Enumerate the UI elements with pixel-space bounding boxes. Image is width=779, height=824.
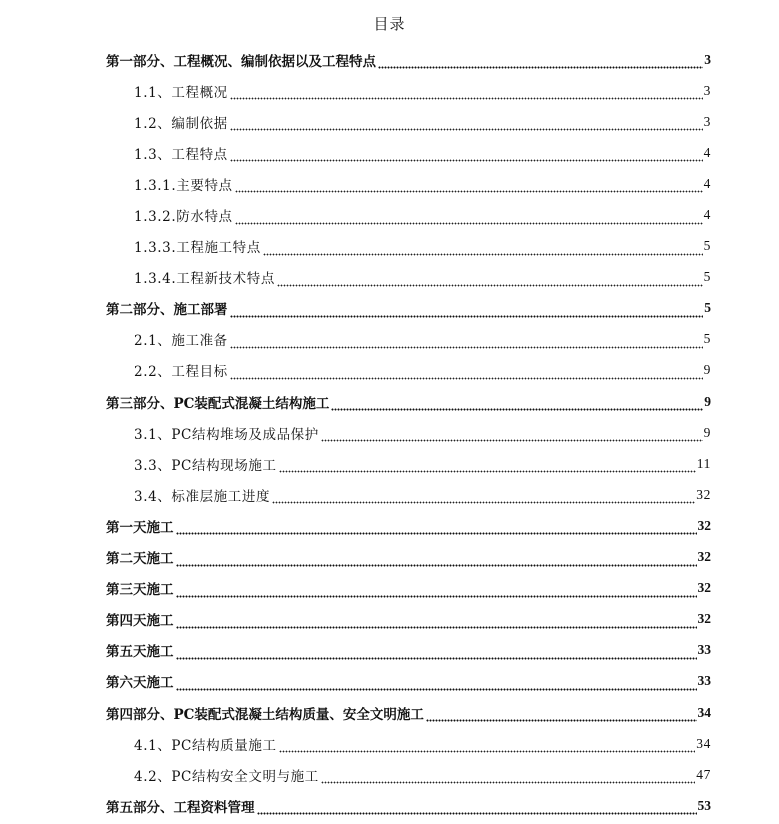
toc-page-number: 3 <box>704 51 711 67</box>
toc-page-number: 3 <box>703 82 711 98</box>
toc-dot-leader <box>321 429 703 442</box>
toc-section-entry[interactable] <box>0 44 779 75</box>
toc-subsection-entry[interactable] <box>0 728 779 759</box>
toc-dot-leader <box>257 802 697 815</box>
toc-page-number: 5 <box>703 269 711 285</box>
toc-section-entry[interactable] <box>0 573 779 604</box>
toc-dot-leader <box>230 367 703 380</box>
toc-subsection-entry[interactable] <box>0 417 779 448</box>
toc-section-entry[interactable] <box>0 635 779 666</box>
toc-subsection-entry[interactable] <box>0 199 779 230</box>
toc-subsection-entry[interactable] <box>0 262 779 293</box>
toc-page-number: 32 <box>697 580 711 596</box>
toc-entry-title: 4.1、PC结构质量施工 <box>134 737 277 754</box>
toc-subsection-entry[interactable] <box>0 759 779 790</box>
toc-section-entry[interactable] <box>0 510 779 541</box>
toc-entry-title: 1.1、工程概况 <box>134 84 228 101</box>
toc-page-number: 47 <box>696 766 711 782</box>
toc-page-number: 34 <box>696 735 711 751</box>
toc-section-entry[interactable] <box>0 542 779 573</box>
toc-entry-title: 1.3、工程特点 <box>134 146 228 163</box>
toc-dot-leader <box>235 180 703 193</box>
toc-page-number: 5 <box>704 300 711 316</box>
toc-entry-title: 第四部分、PC装配式混凝土结构质量、安全文明施工 <box>106 706 424 723</box>
toc-entry-title: 3.4、标准层施工进度 <box>134 488 271 505</box>
toc-section-entry[interactable] <box>0 386 779 417</box>
toc-dot-leader <box>426 709 697 722</box>
toc-entry-title: 3.3、PC结构现场施工 <box>134 457 277 474</box>
toc-subsection-entry[interactable] <box>0 75 779 106</box>
toc-dot-leader <box>378 56 703 69</box>
toc-dot-leader <box>321 771 695 784</box>
toc-dot-leader <box>176 585 697 598</box>
toc-dot-leader <box>277 274 703 287</box>
toc-page-number: 33 <box>697 642 711 658</box>
toc-entry-title: 1.3.1.主要特点 <box>134 177 233 194</box>
toc-entry-title: 第三部分、PC装配式混凝土结构施工 <box>106 395 330 412</box>
toc-dot-leader <box>230 336 703 349</box>
toc-entry-title: 第五部分、工程资料管理 <box>106 799 255 816</box>
toc-section-entry[interactable] <box>0 604 779 635</box>
toc-page-number: 9 <box>703 362 711 378</box>
toc-page-number: 5 <box>703 238 711 254</box>
toc-dot-leader <box>279 740 696 753</box>
toc-dot-leader <box>331 398 703 411</box>
toc-subsection-entry[interactable] <box>0 168 779 199</box>
toc-page-number: 32 <box>696 486 711 502</box>
toc-dot-leader <box>176 678 697 691</box>
toc-entry-title: 第一天施工 <box>106 519 174 536</box>
toc-subsection-entry[interactable] <box>0 448 779 479</box>
toc-dot-leader <box>272 491 695 504</box>
toc-dot-leader <box>176 554 697 567</box>
toc-page-number: 9 <box>703 424 711 440</box>
toc-dot-leader <box>230 149 703 162</box>
toc-page-number: 34 <box>697 704 711 720</box>
toc-entry-title: 第二部分、施工部署 <box>106 302 228 319</box>
toc-page-number: 9 <box>704 393 711 409</box>
toc-dot-leader <box>230 118 703 131</box>
toc-title: 目录 <box>373 15 406 33</box>
toc-section-entry[interactable] <box>0 790 779 821</box>
toc-section-entry[interactable] <box>0 666 779 697</box>
toc-entry-title: 第五天施工 <box>106 644 174 661</box>
toc-entry-title: 4.2、PC结构安全文明与施工 <box>134 768 319 785</box>
toc-entry-title: 第一部分、工程概况、编制依据以及工程特点 <box>106 53 376 70</box>
toc-page-number: 33 <box>697 673 711 689</box>
toc-subsection-entry[interactable] <box>0 324 779 355</box>
toc-entry-title: 1.3.3.工程施工特点 <box>134 240 261 257</box>
toc-entry-title: 1.3.4.工程新技术特点 <box>134 271 275 288</box>
toc-page-number: 53 <box>697 797 711 813</box>
toc-page-number: 32 <box>697 611 711 627</box>
toc-entry-title: 1.2、编制依据 <box>134 115 228 132</box>
toc-dot-leader <box>235 212 703 225</box>
table-of-contents <box>0 44 779 821</box>
toc-section-entry[interactable] <box>0 293 779 324</box>
toc-dot-leader <box>176 616 697 629</box>
toc-page-number: 5 <box>703 331 711 347</box>
toc-dot-leader <box>263 243 703 256</box>
toc-entry-title: 第三天施工 <box>106 582 174 599</box>
toc-subsection-entry[interactable] <box>0 355 779 386</box>
toc-subsection-entry[interactable] <box>0 137 779 168</box>
toc-page-number: 32 <box>697 517 711 533</box>
toc-subsection-entry[interactable] <box>0 106 779 137</box>
toc-section-entry[interactable] <box>0 697 779 728</box>
toc-page-number: 11 <box>696 455 711 471</box>
toc-page-number: 4 <box>703 207 711 223</box>
toc-page-number: 4 <box>703 144 711 160</box>
toc-subsection-entry[interactable] <box>0 231 779 262</box>
toc-entry-title: 1.3.2.防水特点 <box>134 209 233 226</box>
toc-page-number: 3 <box>703 113 711 129</box>
toc-entry-title: 2.1、施工准备 <box>134 333 228 350</box>
toc-subsection-entry[interactable] <box>0 479 779 510</box>
toc-dot-leader <box>230 87 703 100</box>
toc-entry-title: 第四天施工 <box>106 613 174 630</box>
toc-dot-leader <box>230 305 704 318</box>
toc-entry-title: 2.2、工程目标 <box>134 364 228 381</box>
toc-entry-title: 第六天施工 <box>106 675 174 692</box>
toc-dot-leader <box>176 647 697 660</box>
toc-entry-title: 第二天施工 <box>106 551 174 568</box>
toc-dot-leader <box>176 522 697 535</box>
toc-entry-title: 3.1、PC结构堆场及成品保护 <box>134 426 319 443</box>
toc-page-number: 32 <box>697 549 711 565</box>
toc-dot-leader <box>279 460 696 473</box>
toc-page-number: 4 <box>703 175 711 191</box>
